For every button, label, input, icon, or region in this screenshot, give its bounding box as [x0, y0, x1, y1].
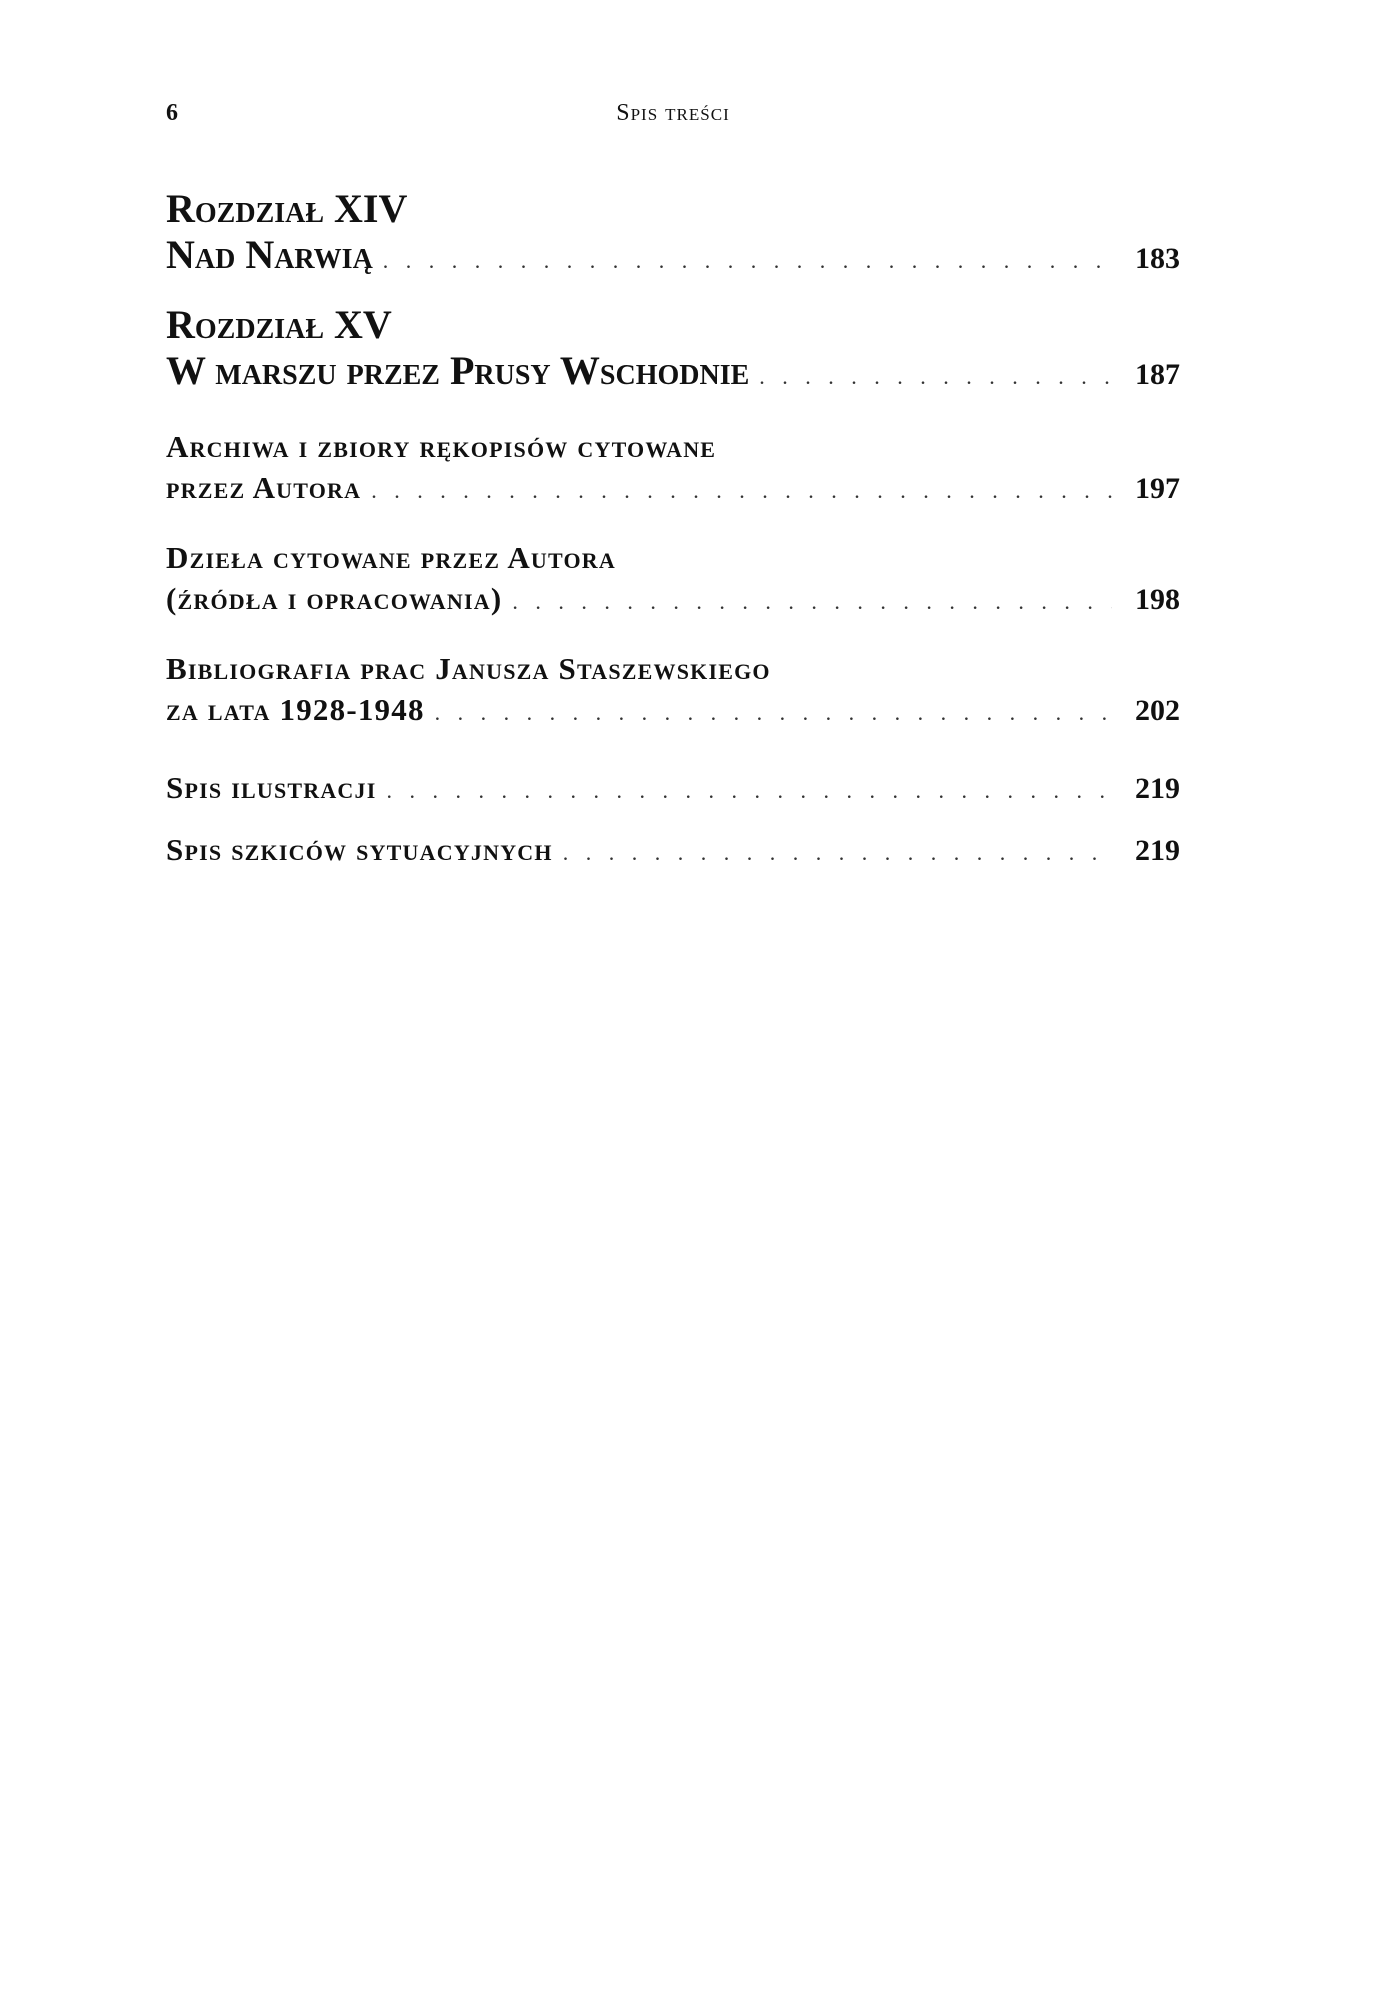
toc-entry-cited-works[interactable] [166, 537, 1180, 622]
toc-entry-chapter-15[interactable] [166, 302, 1180, 400]
toc-entry-line: (źródła i opracowania) [166, 581, 503, 616]
toc-entry-line: Rozdział XV [166, 302, 392, 347]
toc-entry-line: Spis ilustracji [166, 770, 377, 805]
toc-entry-last-line [166, 578, 1180, 622]
table-of-contents [166, 186, 1180, 873]
toc-page-number: 187 [1135, 358, 1180, 391]
dot-leader [383, 238, 1112, 284]
dot-leader [563, 832, 1112, 873]
toc-entry-line: Dzieła cytowane przez Autora [166, 540, 616, 575]
toc-entry-line: Archiwa i zbiory rękopisów cytowane [166, 429, 717, 464]
toc-page-number: 197 [1135, 472, 1180, 505]
toc-entry-line: przez Autora [166, 470, 362, 505]
dot-leader [435, 692, 1112, 733]
toc-page-number: 198 [1135, 583, 1180, 616]
toc-entry-line: za lata 1928-1948 [166, 692, 425, 727]
toc-entry-last-line [166, 767, 1180, 811]
toc-entry-archives[interactable] [166, 426, 1180, 511]
toc-entry-illustrations[interactable] [166, 767, 1180, 811]
toc-entry-chapter-14[interactable] [166, 186, 1180, 284]
toc-page-number: 202 [1135, 694, 1180, 727]
toc-entry-last-line [166, 467, 1180, 511]
toc-entry-last-line [166, 689, 1180, 733]
running-title: Spis treści [616, 100, 730, 126]
toc-page-number: 219 [1135, 772, 1180, 805]
toc-entry-line: Bibliografia prac Janusza Staszewskiego [166, 651, 771, 686]
toc-entry-line: Rozdział XIV [166, 186, 408, 231]
toc-entry-last-line [166, 829, 1180, 873]
dot-leader [386, 770, 1112, 811]
dot-leader [759, 354, 1112, 400]
toc-page-number: 183 [1135, 242, 1180, 275]
toc-entry-bibliography[interactable] [166, 648, 1180, 733]
toc-entry-line: Spis szkiców sytuacyjnych [166, 832, 553, 867]
toc-entry-last-line [166, 232, 1180, 284]
dot-leader [371, 470, 1112, 511]
dot-leader [512, 581, 1112, 622]
page-number: 6 [166, 100, 178, 126]
toc-page-number: 219 [1135, 834, 1180, 867]
toc-entry-sketches[interactable] [166, 829, 1180, 873]
toc-entry-line: Nad Narwią [166, 232, 373, 277]
running-head [166, 100, 1180, 140]
toc-entry-last-line [166, 348, 1180, 400]
toc-entry-line: W marszu przez Prusy Wschodnie [166, 348, 750, 393]
